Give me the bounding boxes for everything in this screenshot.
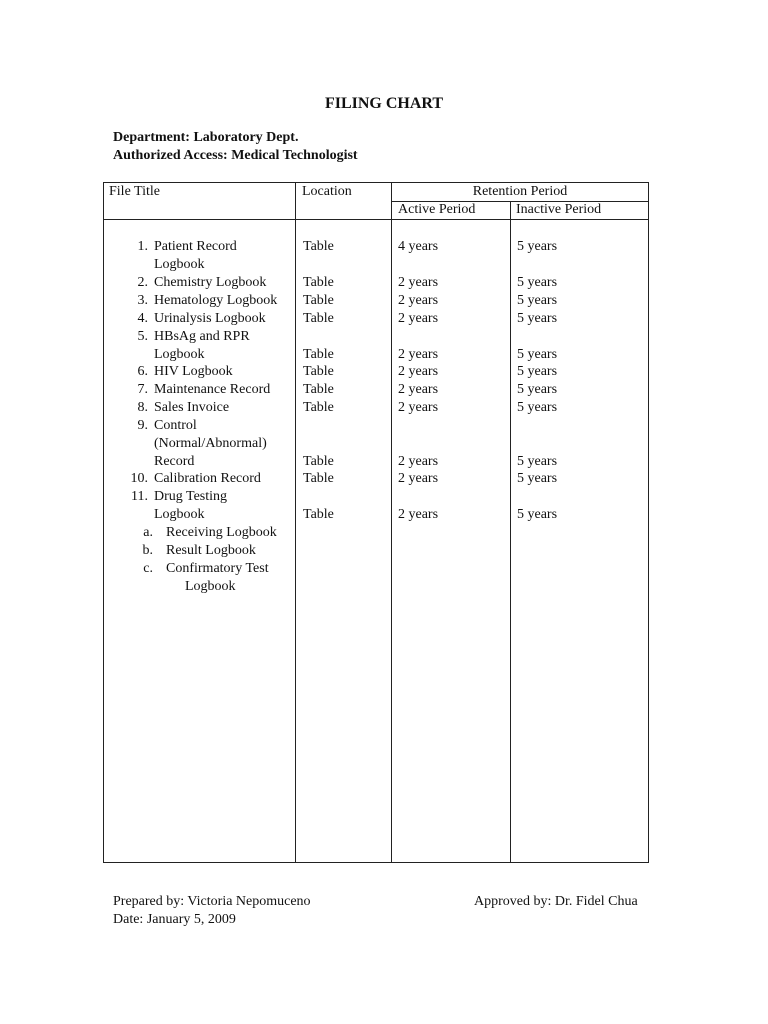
row-number: 7. <box>137 382 148 397</box>
file-title-line: (Normal/Abnormal) <box>154 435 267 451</box>
location-cell: Table <box>303 346 334 362</box>
location-cell: Table <box>303 364 334 379</box>
row-number: 8. <box>137 400 148 415</box>
location-cell: Table <box>303 506 334 522</box>
row-number: 11. <box>131 489 148 504</box>
active-period-cell: 2 years <box>398 293 439 308</box>
active-period-cell: 2 years <box>398 506 439 522</box>
location-cell: Table <box>303 400 334 415</box>
inactive-period-cell: 5 years <box>517 239 558 254</box>
prepared-by: Prepared by: Victoria Nepomuceno <box>113 894 311 909</box>
file-title-line: Sales Invoice <box>154 400 230 415</box>
inactive-period-cell: 5 years <box>517 506 558 522</box>
file-title-line: HIV Logbook <box>154 364 233 379</box>
active-period-cell: 2 years <box>398 364 439 379</box>
file-title-line: Maintenance Record <box>154 382 271 397</box>
header-file-title: File Title <box>109 184 160 199</box>
column-divider-location <box>295 182 296 863</box>
file-title-line: Urinalysis Logbook <box>154 311 266 326</box>
location-cell: Table <box>303 293 334 308</box>
document-title: FILING CHART <box>324 95 444 112</box>
subitem-line: Logbook <box>185 578 236 594</box>
subitem-letter: c. <box>143 561 153 576</box>
location-cell: Table <box>303 275 334 290</box>
file-title-line: Drug Testing <box>154 489 228 504</box>
row-number: 5. <box>137 329 148 344</box>
table-border-right <box>648 182 649 863</box>
header-inactive-period: Inactive Period <box>516 202 602 217</box>
row-number: 4. <box>137 311 148 326</box>
table-border-left <box>103 182 104 863</box>
location-cell: Table <box>303 453 334 469</box>
row-number: 3. <box>137 293 148 308</box>
active-period-cell: 2 years <box>398 471 439 486</box>
subitem-line: Receiving Logbook <box>166 525 277 540</box>
active-period-cell: 2 years <box>398 382 439 397</box>
approved-by: Approved by: Dr. Fidel Chua <box>474 894 638 909</box>
inactive-period-cell: 5 years <box>517 400 558 415</box>
table-border-bottom <box>103 862 649 863</box>
inactive-period-cell: 5 years <box>517 275 558 290</box>
row-number: 1. <box>137 239 148 254</box>
inactive-period-cell: 5 years <box>517 311 558 326</box>
column-divider-retention <box>391 182 392 863</box>
file-title-line: Logbook <box>154 346 205 362</box>
inactive-period-cell: 5 years <box>517 382 558 397</box>
active-period-cell: 4 years <box>398 239 439 254</box>
location-cell: Table <box>303 311 334 326</box>
subitem-line: Result Logbook <box>166 543 256 558</box>
active-period-cell: 2 years <box>398 453 439 469</box>
location-cell: Table <box>303 471 334 486</box>
file-title-line: Hematology Logbook <box>154 293 278 308</box>
inactive-period-cell: 5 years <box>517 293 558 308</box>
subitem-letter: a. <box>143 525 153 540</box>
row-number: 10. <box>130 471 148 486</box>
inactive-period-cell: 5 years <box>517 453 558 469</box>
row-number: 2. <box>137 275 148 290</box>
authorized-access-label: Authorized Access: Medical Technologist <box>113 148 358 163</box>
active-period-cell: 2 years <box>398 400 439 415</box>
file-title-line: Record <box>154 453 195 469</box>
file-title-line: Logbook <box>154 506 205 522</box>
row-number: 9. <box>137 418 148 433</box>
subitem-letter: b. <box>142 543 153 558</box>
header-bottom-border <box>103 219 649 220</box>
header-retention-period: Retention Period <box>472 184 568 199</box>
department-label: Department: Laboratory Dept. <box>113 130 299 145</box>
active-period-cell: 2 years <box>398 346 439 362</box>
header-location: Location <box>302 184 352 199</box>
column-divider-inactive <box>510 201 511 863</box>
file-title-line: Chemistry Logbook <box>154 275 267 290</box>
inactive-period-cell: 5 years <box>517 471 558 486</box>
file-title-line: Control <box>154 418 197 433</box>
file-title-line: Calibration Record <box>154 471 261 486</box>
header-active-period: Active Period <box>398 202 476 217</box>
active-period-cell: 2 years <box>398 311 439 326</box>
row-number: 6. <box>137 364 148 379</box>
file-title-line: Patient Record <box>154 239 237 254</box>
file-title-line: HBsAg and RPR <box>154 329 250 344</box>
inactive-period-cell: 5 years <box>517 364 558 379</box>
location-cell: Table <box>303 239 334 254</box>
inactive-period-cell: 5 years <box>517 346 558 362</box>
date-label: Date: January 5, 2009 <box>113 912 236 927</box>
file-title-line: Logbook <box>154 256 205 272</box>
active-period-cell: 2 years <box>398 275 439 290</box>
subitem-line: Confirmatory Test <box>166 561 269 576</box>
location-cell: Table <box>303 382 334 397</box>
